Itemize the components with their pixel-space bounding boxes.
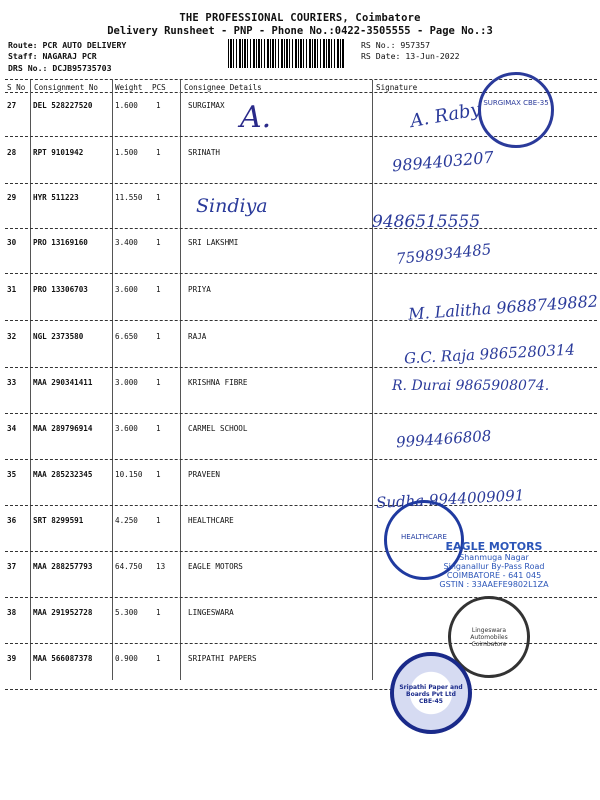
row-sno: 39 [7, 654, 17, 663]
row-divider [5, 413, 597, 414]
route-label: Route: PCR AUTO DELIVERY [8, 40, 127, 50]
row-pcs: 1 [156, 470, 161, 479]
row-consignment: MAA 566087378 [33, 654, 93, 663]
row-divider [5, 597, 597, 598]
row-pcs: 1 [156, 238, 161, 247]
col-divider [180, 80, 181, 680]
signature-27: A. Raby [408, 99, 483, 132]
row-consignment: SRT 8299591 [33, 516, 84, 525]
row-consignment: NGL 2373580 [33, 332, 84, 341]
row-weight: 3.600 [115, 424, 138, 433]
row-consignee: PRAVEEN [188, 470, 221, 479]
signature-31: M. Lalitha 9688749882 [407, 291, 599, 324]
runsheet-subtitle: Delivery Runsheet - PNP - Phone No.:0422-3505555 - Page No.:3 [107, 25, 493, 37]
row-weight: 6.650 [115, 332, 138, 341]
signature-33: R. Durai 9865908074. [392, 378, 550, 394]
row-divider [5, 505, 597, 506]
eagle-motors-stamp [414, 540, 574, 589]
row-consignment: DEL 528227520 [33, 101, 93, 110]
row-pcs: 1 [156, 608, 161, 617]
row-pcs: 1 [156, 516, 161, 525]
row-sno: 37 [7, 562, 17, 571]
drs-number: DRS No.: DCJB95735703 [8, 63, 112, 73]
row-weight: 3.400 [115, 238, 138, 247]
row-pcs: 1 [156, 332, 161, 341]
row-weight: 3.600 [115, 285, 138, 294]
col-header-weight: Weight [115, 83, 143, 92]
row-divider [5, 183, 597, 184]
row-consignee: RAJA [188, 332, 207, 341]
handwritten-consignee: Sindiya [196, 195, 268, 217]
col-divider [372, 80, 373, 680]
row-weight: 0.900 [115, 654, 138, 663]
row-consignee: CARMEL SCHOOL [188, 424, 248, 433]
row-consignment: HYR 511223 [33, 193, 79, 202]
stamp-address: Shanmuga Nagar [459, 553, 529, 562]
row-weight: 10.150 [115, 470, 143, 479]
row-consignment: PRO 13169160 [33, 238, 88, 247]
row-consignee: SRINATH [188, 148, 221, 157]
handwritten-mark: A. [240, 100, 272, 135]
row-pcs: 1 [156, 654, 161, 663]
row-weight: 5.300 [115, 608, 138, 617]
row-divider [5, 367, 597, 368]
stamp-address: COIMBATORE - 641 045 [446, 571, 542, 580]
row-consignee: SRI LAKSHMI [188, 238, 239, 247]
row-pcs: 1 [156, 424, 161, 433]
stamp-text: Sripathi Paper and Boards Pvt Ltd CBE-45 [399, 684, 463, 705]
company-title: THE PROFESSIONAL COURIERS, Coimbatore [179, 12, 421, 24]
row-consignment: MAA 289796914 [33, 424, 93, 433]
row-weight: 3.000 [115, 378, 138, 387]
row-sno: 33 [7, 378, 17, 387]
rs-number: RS No.: 957357 [361, 40, 431, 50]
row-sno: 36 [7, 516, 17, 525]
row-pcs: 1 [156, 285, 161, 294]
row-sno: 34 [7, 424, 17, 433]
row-sno: 28 [7, 148, 17, 157]
row-sno: 27 [7, 101, 17, 110]
stamp-gstin: GSTIN : 33AAEFE9802L1ZA [439, 580, 549, 589]
row-weight: 1.500 [115, 148, 138, 157]
col-header-sno: S No [7, 83, 26, 92]
col-header-pcs: PCS [152, 83, 166, 92]
row-weight: 11.550 [115, 193, 143, 202]
row-pcs: 1 [156, 378, 161, 387]
row-sno: 30 [7, 238, 17, 247]
row-consignment: MAA 285232345 [33, 470, 93, 479]
row-consignment: MAA 290341411 [33, 378, 93, 387]
row-sno: 35 [7, 470, 17, 479]
row-pcs: 1 [156, 193, 161, 202]
signature-30: 7598934485 [395, 240, 493, 268]
row-sno: 32 [7, 332, 17, 341]
col-divider [30, 80, 31, 680]
signature-35: Sudha 9944009091 [375, 486, 525, 512]
row-consignment: MAA 291952728 [33, 608, 93, 617]
stamp-address: Singanallur By-Pass Road [443, 562, 545, 571]
row-divider [5, 689, 597, 690]
signature-28: 9894403207 [391, 147, 495, 176]
col-divider [112, 80, 113, 680]
signature-29: 9486515555 [372, 212, 481, 232]
row-consignee: SRIPATHI PAPERS [188, 654, 257, 663]
barcode [228, 39, 344, 68]
row-pcs: 13 [156, 562, 166, 571]
row-pcs: 1 [156, 148, 161, 157]
stamp-text: Lingeswara Automobiles Coimbatore [470, 627, 508, 648]
row-consignment: PRO 13306703 [33, 285, 88, 294]
row-divider [5, 228, 597, 229]
rs-date: RS Date: 13-Jun-2022 [361, 51, 460, 61]
surgimax-stamp [478, 72, 554, 148]
row-consignment: MAA 288257793 [33, 562, 93, 571]
signature-32: G.C. Raja 9865280314 [403, 340, 576, 368]
row-consignee: SURGIMAX [188, 101, 225, 110]
col-header-consignment: Consignment No [34, 83, 99, 92]
stamp-text: HEALTHCARE [401, 533, 447, 541]
staff-label: Staff: NAGARAJ PCR [8, 51, 97, 61]
row-weight: 64.750 [115, 562, 143, 571]
row-weight: 1.600 [115, 101, 138, 110]
row-consignee: LINGESWARA [188, 608, 234, 617]
row-consignee: HEALTHCARE [188, 516, 234, 525]
row-sno: 31 [7, 285, 17, 294]
row-sno: 38 [7, 608, 17, 617]
col-header-signature: Signature [376, 83, 418, 92]
stamp-text: SURGIMAX CBE-35 [483, 99, 549, 107]
stamp-title: EAGLE MOTORS [445, 540, 543, 553]
row-divider [5, 320, 597, 321]
row-divider [5, 459, 597, 460]
row-consignee: KRISHNA FIBRE [188, 378, 248, 387]
row-consignment: RPT 9101942 [33, 148, 84, 157]
row-consignee: PRIYA [188, 285, 211, 294]
col-header-consignee: Consignee Details [184, 83, 262, 92]
row-consignee: EAGLE MOTORS [188, 562, 243, 571]
row-pcs: 1 [156, 101, 161, 110]
signature-34: 9994466808 [395, 426, 492, 452]
row-weight: 4.250 [115, 516, 138, 525]
row-divider [5, 273, 597, 274]
row-sno: 29 [7, 193, 17, 202]
sripathi-stamp [390, 652, 472, 734]
